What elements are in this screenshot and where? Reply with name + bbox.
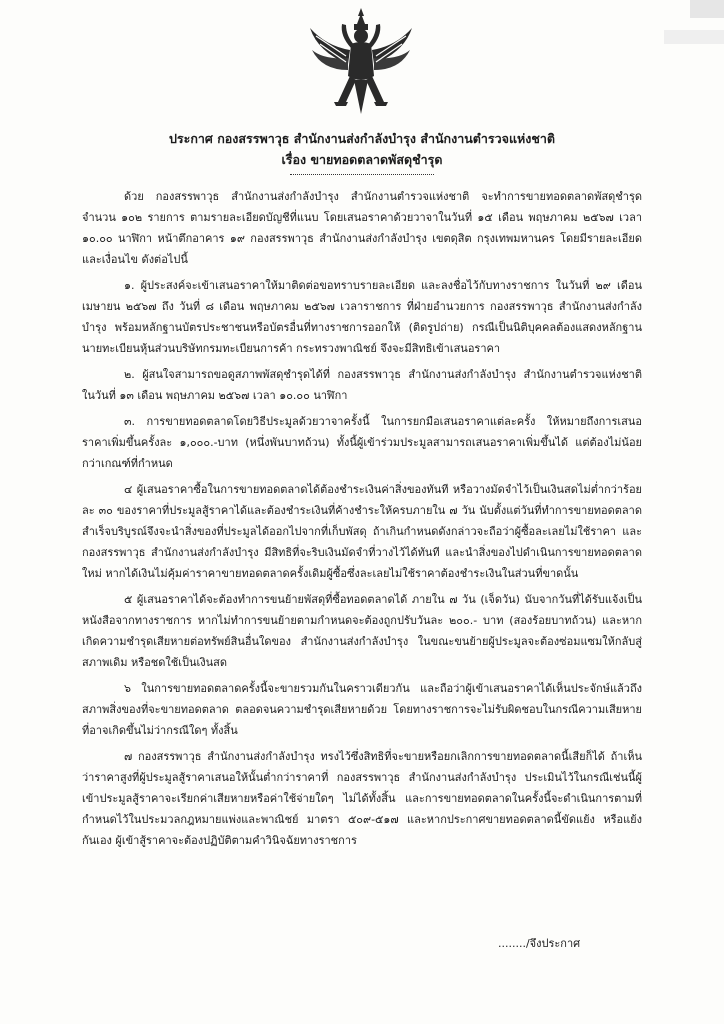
- announcement-subject: เรื่อง ขายทอดตลาดพัสดุชำรุด: [281, 152, 443, 167]
- scan-margin-mark: [664, 30, 724, 44]
- announcement-body: [82, 186, 642, 856]
- closing-text: ......../จึงประกาศ: [498, 937, 581, 950]
- dotted-divider: [290, 172, 434, 175]
- clause-3-paragraph: ๓. การขายทอดตลาดโดยวิธีประมูลด้วยวาจาครั้งนี้ ในการยกมือเสนอราคาแต่ละครั้ง ให้หมายถึงการเสนอราคาเพิ่มขึ้นครั้งละ ๑,๐๐๐.-บาท (หนึ่งพันบาทถ้วน) ทั้งนี้ผู้เข้าร่วมประมูลสามารถเสนอราคาเพิ่มขึ้นได้ แต่ต้องไม่น้อยกว่าเกณฑ์ที่กำหนด: [82, 415, 642, 470]
- clause-7-paragraph: ๗ กองสรรพาวุธ สำนักงานส่งกำลังบำรุง ทรงไว้ซึ่งสิทธิที่จะขายหรือยกเลิกการขายทอดตลาดนี้เสียก็ได้ ถ้าเห็นว่าราคาสูงที่ผู้ประมูลสู้ราคาเสนอให้นั้นต่ำกว่าราคาที่ กองสรรพาวุธ สำนักงานส่งกำลังบำรุง ประเมินไว้ในกรณีเช่นนี้ผู้เข้าประมูลสู้ราคาจะเรียกค่าเสียหายหรือค่าใช้จ่ายใดๆ ไม่ได้ทั้งสิ้น และการขายทอดตลาดในครั้งนี้จะดำเนินการตามที่กำหนดไว้ในประมวลกฎหมายแพ่งและพาณิชย์ มาตรา ๕๐๙-๕๑๗ และหากประกาศขายทอดตลาดนี้ขัดแย้ง หรือแย้งกันเอง ผู้เข้าสู้ราคาจะต้องปฏิบัติตามคำวินิจฉัยทางราชการ: [82, 750, 642, 847]
- intro-paragraph: ด้วย กองสรรพาวุธ สำนักงานส่งกำลังบำรุง สำนักงานตำรวจแห่งชาติ จะทำการขายทอดตลาดพัสดุชำรุด จำนวน ๑๐๒ รายการ ตามรายละเอียดบัญชีที่แนบ โดยเสนอราคาด้วยวาจาในวันที่ ๑๕ เดือน พฤษภาคม ๒๕๖๗ เวลา ๑๐.๐๐ นาฬิกา หน้าตึกอาคาร ๑๙ กองสรรพาวุธ สำนักงานส่งกำลังบำรุง เขตดุสิต กรุงเทพมหานคร โดยมีรายละเอียดและเงื่อนไข ดังต่อไปนี้: [82, 190, 642, 266]
- clause-5-paragraph: ๕ ผู้เสนอราคาได้จะต้องทำการขนย้ายพัสดุที่ซื้อทอดตลาดได้ ภายใน ๗ วัน (เจ็ดวัน) นับจากวันที่ได้รับแจ้งเป็นหนังสือจากทางราชการ หากไม่ทำการขนย้ายตามกำหนดจะต้องถูกปรับวันละ ๒๐๐.- บาท (สองร้อยบาทถ้วน) และหากเกิดความชำรุดเสียหายต่อทรัพย์สินอื่นใดของ สำนักงานส่งกำลังบำรุง ในขณะขนย้ายผู้ประมูลจะต้องซ่อมแซมให้กลับสู่สภาพเดิม หรือชดใช้เป็นเงินสด: [82, 593, 642, 669]
- announcement-title: ประกาศ กองสรรพาวุธ สำนักงานส่งกำลังบำรุง สำนักงานตำรวจแห่งชาติ: [168, 131, 555, 146]
- clause-6-paragraph: ๖ ในการขายทอดตลาดครั้งนี้จะขายรวมกันในคราวเดียวกัน และถือว่าผู้เข้าเสนอราคาได้เห็นประจักษ์แล้วถึงสภาพสิ่งของที่จะขายทอดตลาด ตลอดจนความชำรุดเสียหายด้วย โดยทางราชการจะไม่รับผิดชอบในกรณีความเสียหายที่อาจเกิดขึ้นไม่ว่ากรณีใดๆ ทั้งสิ้น: [82, 682, 642, 737]
- clause-4-paragraph: ๔ ผู้เสนอราคาซื้อในการขายทอดตลาดได้ต้องชำระเงินค่าสิ่งของทันที หรือวางมัดจำไว้เป็นเงินสดไม่ต่ำกว่าร้อยละ ๓๐ ของราคาที่ประมูลสู้ราคาได้และต้องชำระเงินที่ค้างชำระให้ครบภายใน ๗ วัน นับตั้งแต่วันที่ทำการขายทอดตลาดสำเร็จบริบูรณ์จึงจะนำสิ่งของที่ประมูลได้ออกไปจากที่เก็บพัสดุ ถ้าเกินกำหนดดังกล่าวจะถือว่าผู้ซื้อละเลยไม่ใช้ราคา และกองสรรพาวุธ สำนักงานส่งกำลังบำรุง มีสิทธิที่จะริบเงินมัดจำที่วางไว้ได้ทันที และนำสิ่งของไปดำเนินการขายทอดตลาดใหม่ หากได้เงินไม่คุ้มค่าราคาขายทอดตลาดครั้งเดิมผู้ซื้อซึ่งละเลยไม่ใช้ราคาต้องชำระเงินในส่วนที่ขาดนั้น: [82, 483, 642, 580]
- clause-1-paragraph: ๑. ผู้ประสงค์จะเข้าเสนอราคาให้มาติดต่อขอทราบรายละเอียด และลงชื่อไว้กับทางราชการ ในวันที่ ๒๙ เดือน เมษายน ๒๕๖๗ ถึง วันที่ ๘ เดือน พฤษภาคม ๒๕๖๗ เวลาราชการ ที่ฝ่ายอำนวยการ กองสรรพาวุธ สำนักงานส่งกำลังบำรุง พร้อมหลักฐานบัตรประชาชนหรือบัตรอื่นที่ทางราชการออกให้ (ติดรูปถ่าย) กรณีเป็นนิติบุคคลต้องแสดงหลักฐานนายทะเบียนหุ้นส่วนบริษัทกรมทะเบียนการค้า กระทรวงพาณิชย์ จึงจะมีสิทธิเข้าเสนอราคา: [82, 279, 642, 355]
- scan-margin-mark: [690, 0, 724, 18]
- clause-2-paragraph: ๒. ผู้สนใจสามารถขอดูสภาพพัสดุชำรุดได้ที่ กองสรรพาวุธ สำนักงานส่งกำลังบำรุง สำนักงานตำรวจแห่งชาติ ในวันที่ ๑๓ เดือน พฤษภาคม ๒๕๖๗ เวลา ๑๐.๐๐ นาฬิกา: [82, 368, 642, 402]
- garuda-emblem-icon: [306, 6, 416, 118]
